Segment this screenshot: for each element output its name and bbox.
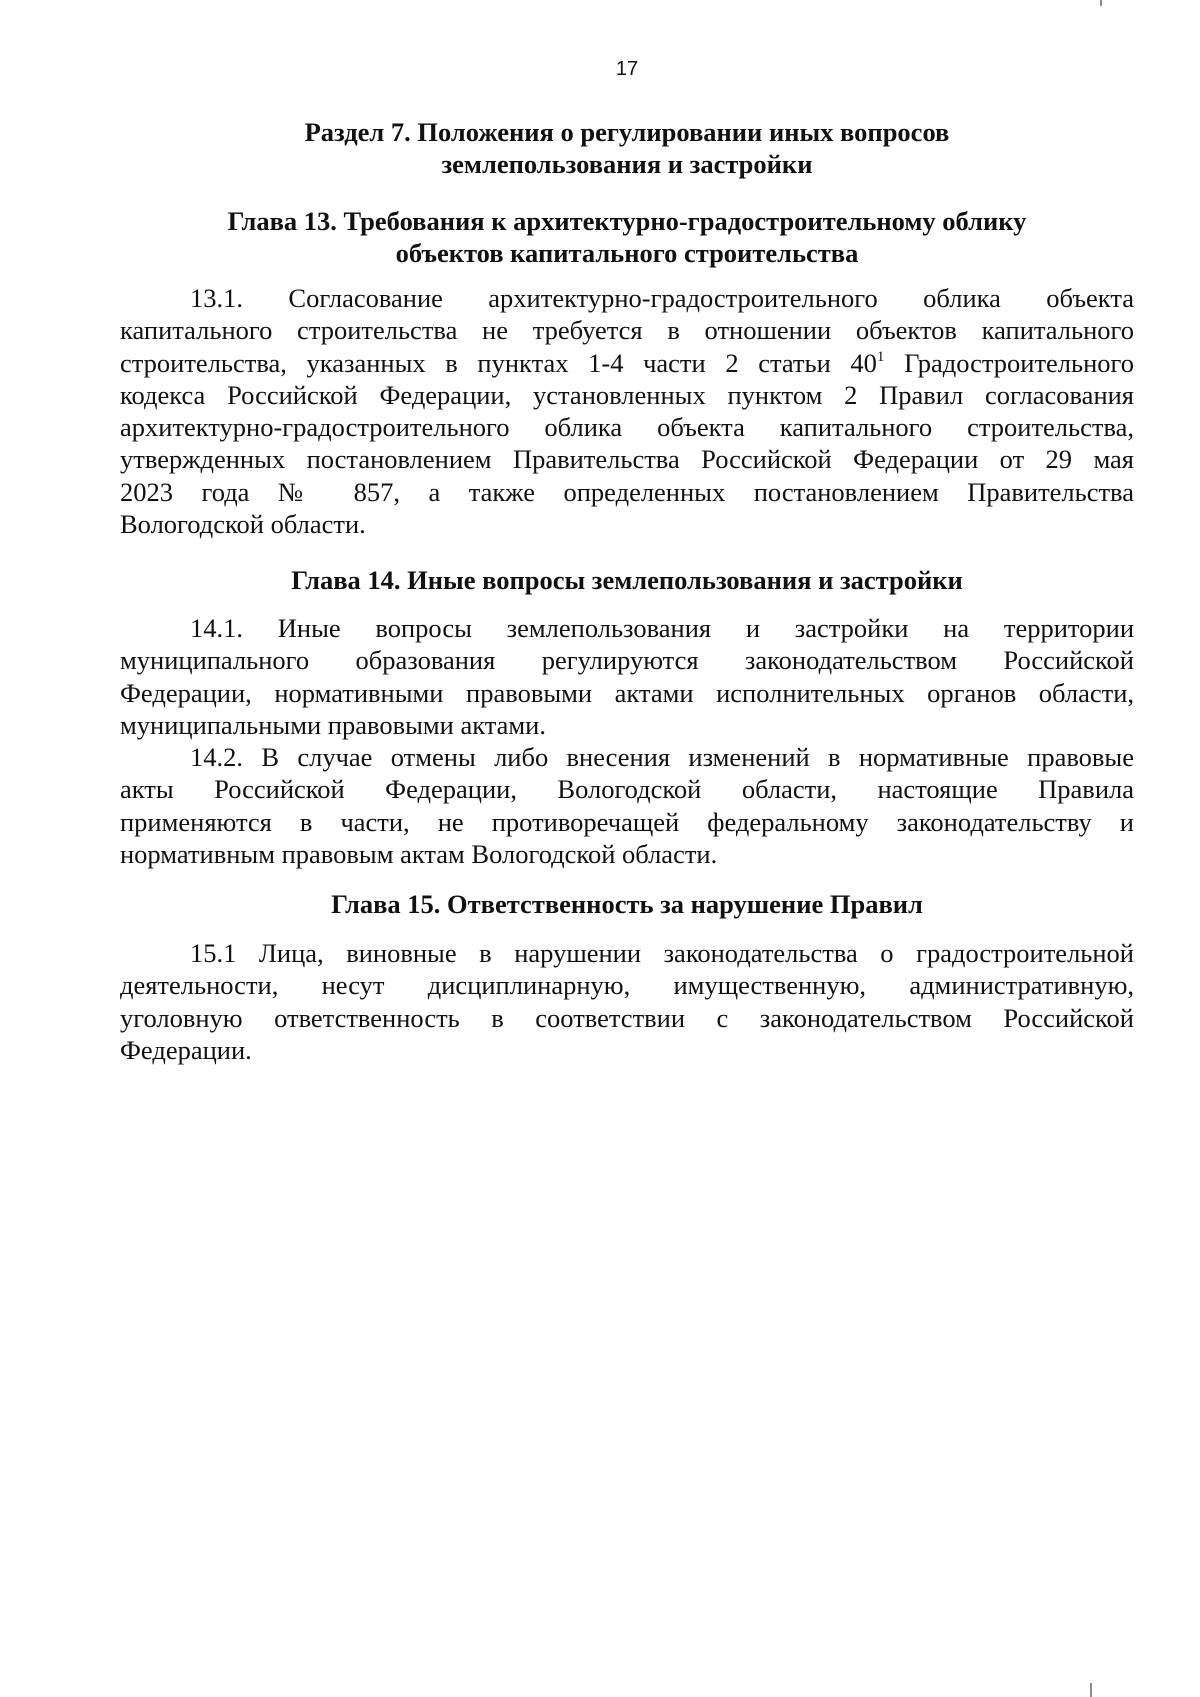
chapter-14-title xyxy=(120,564,1134,596)
paragraph-line: муниципального образования регулируются законодательством Российской xyxy=(120,645,1134,676)
paragraph-14-2 xyxy=(120,741,1134,870)
scan-artifact-bottom xyxy=(1090,1683,1092,1697)
paragraph-line: утвержденных постановлением Правительства Российской Федерации от 29 мая xyxy=(120,444,1134,475)
paragraph-line: 14.2. В случае отмены либо внесения изменений в нормативные правовые xyxy=(190,742,1134,772)
paragraph-line: 14.1. Иные вопросы землепользования и застройки на территории xyxy=(190,613,1134,643)
paragraph-line: нормативным правовым актам Вологодской области. xyxy=(120,838,718,869)
paragraph-line: 2023 года № 857, а также определенных постановлением Правительства xyxy=(120,476,1134,507)
chapter-15-title-text: Глава 15. Ответственность за нарушение Правил xyxy=(331,889,923,919)
paragraph-line-tail: Градостроительного xyxy=(904,347,1135,378)
paragraph-line: Федерации, нормативными правовыми актами исполнительных органов области, xyxy=(120,677,1134,708)
paragraph-line: 13.1. Согласование архитектурно-градостроительного облика объекта xyxy=(190,283,1134,313)
paragraph-line: архитектурно-градостроительного облика объекта капитального строительства, xyxy=(120,412,1134,443)
paragraph-line: Федерации. xyxy=(120,1034,252,1065)
paragraph-line: уголовную ответственность в соответствии с законодательством Российской xyxy=(120,1002,1134,1033)
paragraph-line: муниципальными правовыми актами. xyxy=(120,709,546,740)
paragraph-line: применяются в части, не противоречащей федеральному законодательству и xyxy=(120,806,1134,837)
chapter-13-title xyxy=(120,205,1134,269)
article-superscript: 1 xyxy=(876,348,885,365)
chapter-15-title xyxy=(120,888,1134,920)
chapter-13-title-line: Глава 13. Требования к архитектурно-градостроительному облику xyxy=(227,206,1027,236)
paragraph-line: 15.1 Лица, виновные в нарушении законодательства о градостроительной xyxy=(190,938,1134,968)
paragraph-line-text: строительства, указанных в пунктах 1-4 части 2 статьи 40 xyxy=(120,347,877,378)
page-number: 17 xyxy=(615,58,639,80)
paragraph-15-1 xyxy=(120,937,1134,1066)
paragraph-line: Вологодской области. xyxy=(120,509,366,540)
chapter-13-title-line: объектов капитального строительства xyxy=(395,238,859,268)
section-title-line: Раздел 7. Положения о регулировании иных вопросов xyxy=(304,117,950,147)
paragraph-line: капитального строительства не требуется в отношении объектов капитального xyxy=(120,315,1134,346)
paragraph-line: кодекса Российской Федерации, установленных пунктом 2 Правил согласования xyxy=(120,379,1134,410)
paragraph-14-1 xyxy=(120,612,1134,741)
chapter-14-title-text: Глава 14. Иные вопросы землепользования и застройки xyxy=(291,565,963,595)
section-title xyxy=(120,116,1134,180)
scan-artifact-top xyxy=(1100,0,1102,6)
paragraph-line: акты Российской Федерации, Вологодской области, настоящие Правила xyxy=(120,774,1134,805)
section-title-line: землепользования и застройки xyxy=(441,149,813,179)
paragraph-line xyxy=(120,347,1134,379)
paragraph-13-1 xyxy=(120,282,1134,540)
paragraph-line: деятельности, несут дисциплинарную, имущественную, административную, xyxy=(120,970,1134,1001)
